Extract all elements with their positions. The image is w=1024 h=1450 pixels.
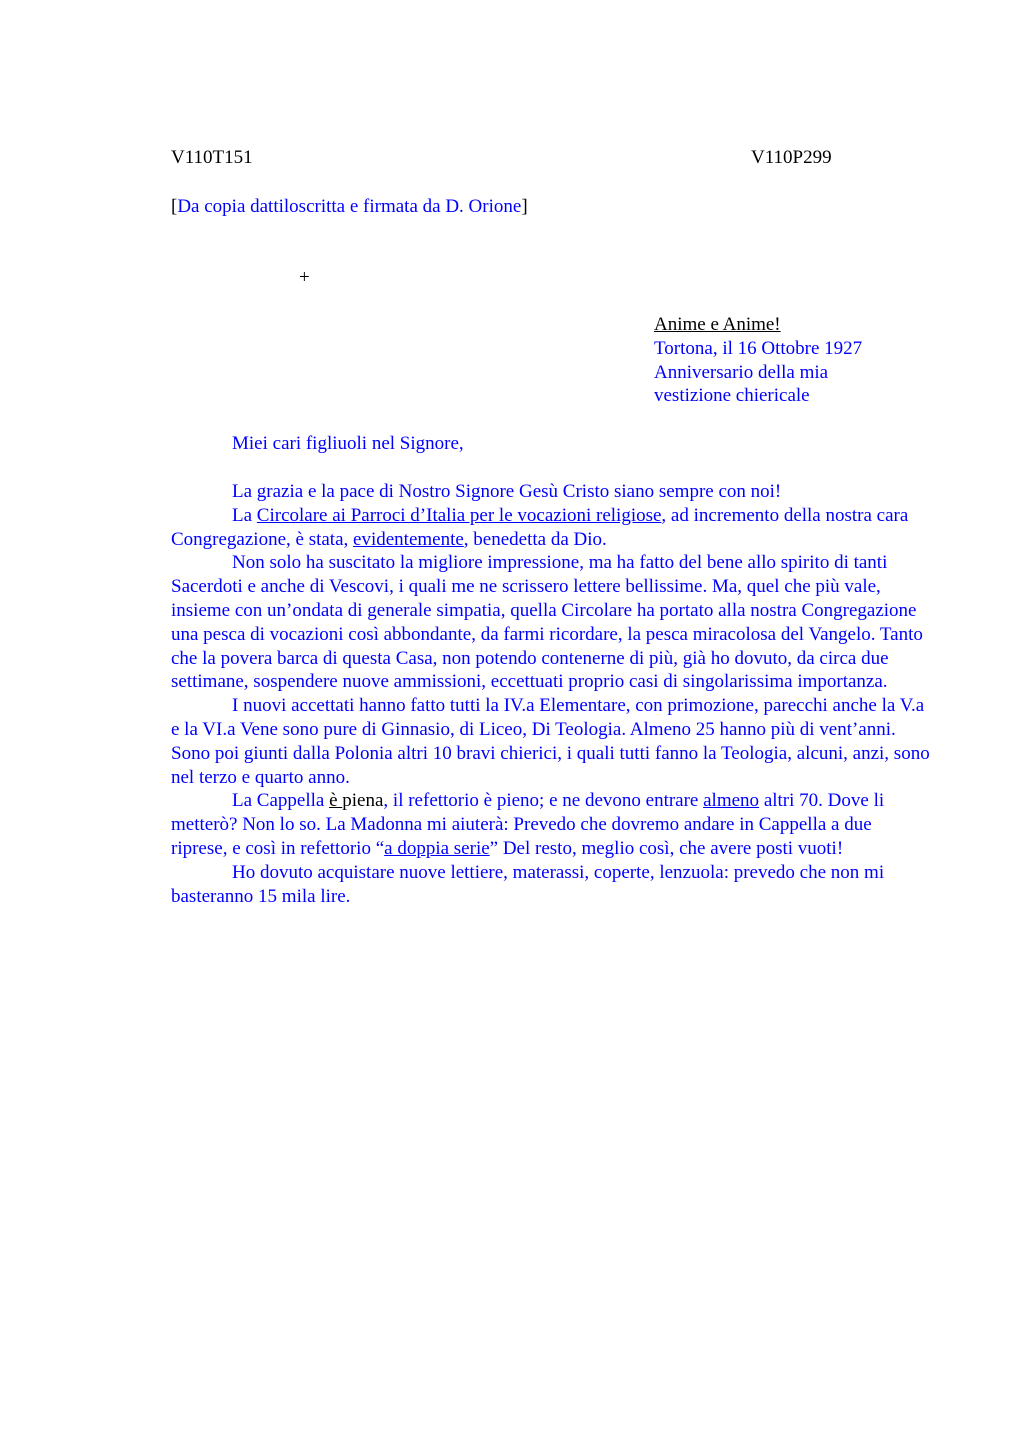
emphasis-evidentemente: evidentemente [353,528,464,550]
source-close-bracket: ] [521,196,528,217]
word-piena: piena [342,790,384,812]
greeting: Miei cari figliuoli nel Signore, [232,433,464,454]
motto: Anime e Anime! [654,314,781,335]
paragraph-1: La grazia e la pace di Nostro Signore Gesù Cristo siano sempre con noi! [232,481,782,502]
p5-text-d: ” Del resto, meglio così, che avere posti vuoti! [489,837,844,859]
paragraph-2 [171,504,931,552]
emphasis-doppia-serie: a doppia serie [384,837,490,859]
anniversary-line-2: vestizione chiericale [654,385,810,407]
place-date: Tortona, il 16 Ottobre 1927 [654,337,863,359]
source-open-bracket: [ [171,196,178,217]
emphasis-e: è [329,790,343,812]
paragraph-4: I nuovi accettati hanno fatto tutti la IV.a Elementare, con primozione, parecchi anche la V.a e la VI.a Vene sono pure di Ginnasio, di Liceo, Di Teologia. Almeno 25 hanno più di vent’anni. Sono poi giunti dalla Polonia altri 10 bravi chierici, i quali tutti fanno la Teologia, alcuni, anzi, sono nel terzo e quarto anno. [171,695,930,788]
p2-text-b: , ad incremento della nostra cara Congregazione, è stata, [171,504,909,550]
document-ref-right: V110P299 [751,147,832,168]
document-ref-left: V110T151 [171,147,253,168]
circolare-title: Circolare ai Parroci d’Italia per le vocazioni religiose [256,504,662,526]
p5-text-b: , il refettorio è pieno; e ne devono entrare [383,790,704,812]
anniversary-line: Anniversario della mia [654,361,829,383]
paragraph-6: Ho dovuto acquistare nuove lettiere, materassi, coperte, lenzuola: prevedo che non mi basteranno 15 mila lire. [171,861,885,907]
source-note-text: Da copia dattiloscritta e firmata da D. Orione [177,196,522,217]
source-note [171,195,528,219]
p5-text-a: La Cappella [232,790,330,812]
cross-symbol: + [299,267,310,288]
paragraph-5 [171,789,931,860]
paragraph-3: Non solo ha suscitato la migliore impressione, ma ha fatto del bene allo spirito di tanti Sacerdoti e anche di Vescovi, i quali me ne scrissero lettere bellissime. Ma, quel che più vale, insieme con un’ondata di generale simpatia, quella Circolare ha portato alla nostra Congregazione una pesca di vocazioni così abbondante, da farmi ricordare, la pesca miracolosa del Vangelo. Tanto che la povera barca di questa Casa, non potendo contenerne di più, già ho dovuto, da circa due settimane, sospendere nuove ammissioni, eccettuati proprio casi di singolarissima importanza. [171,552,923,693]
p2-text-a: La [232,504,257,526]
p2-text-c: , benedetta da Dio. [463,528,607,550]
letter-heading [654,313,944,408]
letter-body [171,480,931,908]
p5-text-c: altri 70. Dove li metterò? Non lo so. La Madonna mi aiuterà: Prevedo che dovremo andare in Cappella a due riprese, e così in refettorio “ [171,790,885,859]
emphasis-almeno: almeno [703,790,760,812]
